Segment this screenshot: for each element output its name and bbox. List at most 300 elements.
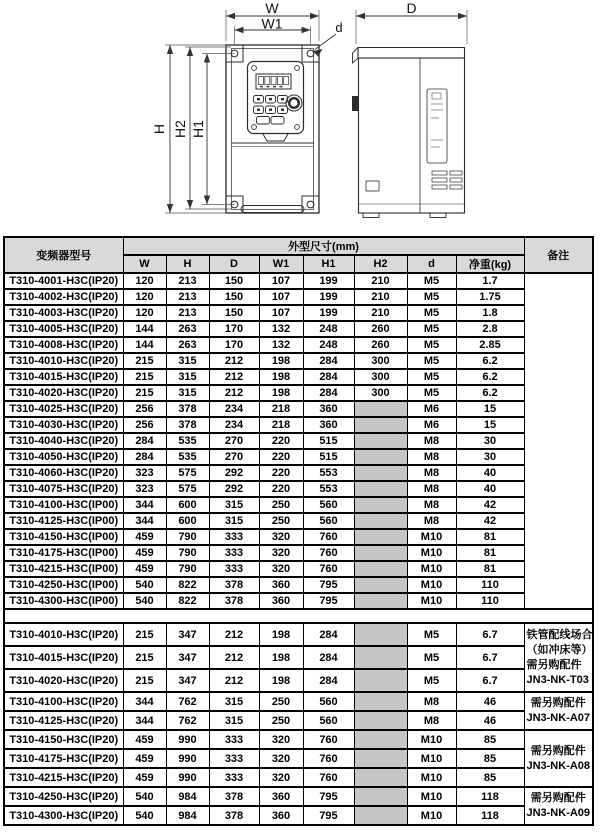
dim-cell: 762 [166, 711, 209, 730]
dim-cell: 212 [209, 646, 259, 669]
dim-cell: 344 [123, 513, 166, 529]
dim-cell: M8 [407, 711, 456, 730]
remark-line: 需另购配件 [530, 744, 586, 757]
model-cell: T310-4100-H3C(IP20) [4, 692, 123, 711]
dim-cell: 760 [303, 529, 354, 545]
table-row [4, 749, 593, 768]
dim-cell: 85 [456, 749, 524, 768]
dim-cell: M5 [407, 646, 456, 669]
dim-label-h: H [151, 123, 167, 135]
dim-cell: 320 [259, 545, 303, 561]
dim-cell: 40 [456, 465, 524, 481]
dim-cell: 30 [456, 449, 524, 465]
dim-cell: 300 [354, 369, 407, 385]
dim-cell: 378 [209, 577, 259, 593]
dim-cell: M5 [407, 369, 456, 385]
dim-cell [354, 401, 407, 417]
dim-cell: M10 [407, 577, 456, 593]
front-view-drawing [226, 45, 319, 213]
table-row [4, 646, 593, 669]
dim-cell: 760 [303, 545, 354, 561]
dim-cell: 360 [259, 787, 303, 806]
dim-cell: 320 [259, 768, 303, 787]
dim-cell: 760 [303, 749, 354, 768]
model-cell: T310-4015-H3C(IP20) [4, 646, 123, 669]
model-cell: T310-4215-H3C(IP00) [4, 561, 123, 577]
table-row [4, 433, 593, 449]
model-cell: T310-4010-H3C(IP20) [4, 353, 123, 369]
dim-cell: 284 [303, 353, 354, 369]
dim-cell: 270 [209, 433, 259, 449]
model-cell: T310-4125-H3C(IP20) [4, 711, 123, 730]
dim-cell: M6 [407, 417, 456, 433]
dim-cell: 553 [303, 481, 354, 497]
dim-cell: 347 [166, 623, 209, 646]
table-row [4, 545, 593, 561]
header-col-h2: H2 [354, 255, 407, 273]
dim-cell: 284 [303, 669, 354, 692]
dim-cell: 270 [209, 449, 259, 465]
dim-cell: M8 [407, 449, 456, 465]
dim-cell: 263 [166, 337, 209, 353]
dim-cell [354, 623, 407, 646]
dim-cell: 198 [259, 353, 303, 369]
dim-cell: M10 [407, 529, 456, 545]
model-cell: T310-4003-H3C(IP20) [4, 305, 123, 321]
dim-cell: 540 [123, 577, 166, 593]
dim-cell: M5 [407, 305, 456, 321]
model-cell: T310-4075-H3C(IP20) [4, 481, 123, 497]
dim-cell: 378 [166, 417, 209, 433]
dim-cell: 795 [303, 593, 354, 609]
dim-cell: 150 [209, 289, 259, 305]
dim-cell: 333 [209, 561, 259, 577]
dim-label-w: W [265, 0, 279, 16]
dim-cell: 199 [303, 289, 354, 305]
dim-cell: 220 [259, 481, 303, 497]
header-model: 变频器型号 [4, 237, 123, 273]
dim-cell: 210 [354, 305, 407, 321]
table-row [4, 692, 593, 711]
dim-cell [354, 481, 407, 497]
dim-cell: 333 [209, 730, 259, 749]
model-cell: T310-4300-H3C(IP20) [4, 806, 123, 825]
dim-cell: M10 [407, 787, 456, 806]
dim-cell: 250 [259, 497, 303, 513]
dim-cell: 795 [303, 577, 354, 593]
remark-cell [524, 273, 593, 609]
dim-label-d-hole: d [335, 20, 343, 35]
model-cell: T310-4150-H3C(IP20) [4, 730, 123, 749]
dim-cell: 990 [166, 768, 209, 787]
dim-cell: 1.8 [456, 305, 524, 321]
dim-cell: 110 [456, 593, 524, 609]
dim-cell: 234 [209, 401, 259, 417]
dim-cell: 250 [259, 711, 303, 730]
dim-label-h2: H2 [172, 120, 188, 138]
dim-cell: 333 [209, 749, 259, 768]
dim-cell: 218 [259, 417, 303, 433]
dim-cell: 284 [123, 449, 166, 465]
dim-cell: 459 [123, 529, 166, 545]
dim-cell: 210 [354, 273, 407, 289]
remark-line: 铁管配线场合 [526, 628, 593, 641]
table-row [4, 449, 593, 465]
dim-cell: 575 [166, 481, 209, 497]
dim-cell: 333 [209, 545, 259, 561]
dim-cell: 600 [166, 497, 209, 513]
dim-cell: 284 [303, 623, 354, 646]
dim-cell: 360 [303, 417, 354, 433]
dim-cell: 1.75 [456, 289, 524, 305]
dim-cell: M10 [407, 806, 456, 825]
dim-cell [354, 787, 407, 806]
dim-cell [354, 669, 407, 692]
dim-cell: M6 [407, 401, 456, 417]
dim-cell: 132 [259, 337, 303, 353]
dim-cell: 535 [166, 433, 209, 449]
header-col-d: D [209, 255, 259, 273]
table-row [4, 385, 593, 401]
header-dims-group: 外型尺寸(mm) [123, 237, 524, 255]
dim-cell: M8 [407, 692, 456, 711]
table-row [4, 369, 593, 385]
model-cell: T310-4250-H3C(IP00) [4, 577, 123, 593]
dim-cell: 560 [303, 513, 354, 529]
dim-cell: 6.2 [456, 385, 524, 401]
dim-cell: 790 [166, 545, 209, 561]
remark-cell [524, 787, 593, 825]
dim-cell: 248 [303, 321, 354, 337]
dim-cell: 315 [166, 353, 209, 369]
dim-cell: 199 [303, 305, 354, 321]
remark-cell [524, 730, 593, 787]
dim-cell [354, 711, 407, 730]
dim-cell: 990 [166, 749, 209, 768]
dim-cell: 220 [259, 449, 303, 465]
dim-cell: 118 [456, 787, 524, 806]
table-row [4, 593, 593, 609]
table-section-separator [4, 609, 593, 623]
dim-cell [354, 692, 407, 711]
dim-cell: 120 [123, 289, 166, 305]
dim-cell: M5 [407, 273, 456, 289]
dim-cell: 198 [259, 623, 303, 646]
table-section-standard [4, 273, 593, 609]
dim-cell: 360 [259, 577, 303, 593]
dim-cell: 170 [209, 337, 259, 353]
model-cell: T310-4060-H3C(IP20) [4, 465, 123, 481]
dim-cell: 198 [259, 385, 303, 401]
dim-cell: 284 [303, 385, 354, 401]
dim-cell: 198 [259, 669, 303, 692]
dim-cell [354, 497, 407, 513]
table-row [4, 465, 593, 481]
dim-cell: 215 [123, 369, 166, 385]
dimensions-spec-table [3, 236, 594, 826]
dim-cell: M5 [407, 669, 456, 692]
dim-cell [354, 465, 407, 481]
dim-cell: 85 [456, 768, 524, 787]
dim-cell: 347 [166, 646, 209, 669]
dim-cell: 292 [209, 465, 259, 481]
dim-label-h1: H1 [190, 120, 206, 138]
model-cell: T310-4020-H3C(IP20) [4, 385, 123, 401]
dim-cell: 378 [209, 806, 259, 825]
dim-cell: 6.7 [456, 669, 524, 692]
dim-cell: M10 [407, 545, 456, 561]
dim-cell [354, 449, 407, 465]
header-col-h1: H1 [303, 255, 354, 273]
dim-cell: M5 [407, 385, 456, 401]
table-row [4, 806, 593, 825]
separator-row [4, 609, 593, 623]
dim-cell: 198 [259, 369, 303, 385]
dim-cell [354, 593, 407, 609]
remark-line: JN3-NK-A09 [526, 807, 591, 819]
dim-cell: 575 [166, 465, 209, 481]
remark-line: （如冲床等） [526, 643, 593, 656]
keypad-panel [248, 62, 304, 134]
dim-cell: 6.2 [456, 353, 524, 369]
dim-cell: 46 [456, 711, 524, 730]
dim-cell: 459 [123, 545, 166, 561]
dim-cell: 212 [209, 385, 259, 401]
dim-cell: 250 [259, 513, 303, 529]
table-row [4, 730, 593, 749]
dim-cell: 822 [166, 593, 209, 609]
dim-cell: 218 [259, 401, 303, 417]
table-row [4, 561, 593, 577]
dim-cell: 120 [123, 273, 166, 289]
table-row [4, 768, 593, 787]
dim-cell [354, 749, 407, 768]
dim-cell: 284 [303, 646, 354, 669]
table-row [4, 401, 593, 417]
dim-cell: 81 [456, 561, 524, 577]
dim-cell: 459 [123, 561, 166, 577]
dim-cell: 333 [209, 768, 259, 787]
dim-cell [354, 646, 407, 669]
dim-cell: 6.7 [456, 623, 524, 646]
table-header [4, 237, 593, 273]
dim-cell [354, 529, 407, 545]
dim-cell: 315 [209, 513, 259, 529]
dim-cell: 990 [166, 730, 209, 749]
model-cell: T310-4030-H3C(IP20) [4, 417, 123, 433]
dim-cell: 215 [123, 385, 166, 401]
dim-cell [354, 417, 407, 433]
model-cell: T310-4050-H3C(IP20) [4, 449, 123, 465]
remark-line: 需另购配件 [530, 697, 586, 709]
side-label-sticker [427, 89, 447, 163]
dim-cell: 250 [259, 692, 303, 711]
dim-cell: 199 [303, 273, 354, 289]
dim-cell: 212 [209, 623, 259, 646]
dim-cell: 284 [303, 369, 354, 385]
dim-cell: 760 [303, 730, 354, 749]
header-col-h: H [166, 255, 209, 273]
remark-cell [524, 692, 593, 730]
remark-line: JN3-NK-A08 [526, 759, 591, 772]
dimension-drawing [0, 0, 600, 232]
model-cell: T310-4020-H3C(IP20) [4, 669, 123, 692]
dim-cell: 984 [166, 787, 209, 806]
dim-cell: 107 [259, 289, 303, 305]
dim-cell: 215 [123, 646, 166, 669]
dim-cell: 459 [123, 730, 166, 749]
front-view-dimensions [165, 10, 319, 213]
table-row [4, 321, 593, 337]
dim-cell: 344 [123, 692, 166, 711]
mounting-hole [307, 201, 314, 208]
dim-cell: 378 [209, 593, 259, 609]
dim-cell: 212 [209, 669, 259, 692]
keypad-button [257, 117, 270, 125]
dim-cell: 515 [303, 433, 354, 449]
dim-cell: 795 [303, 787, 354, 806]
dim-label-w1: W1 [261, 15, 283, 32]
model-cell: T310-4215-H3C(IP20) [4, 768, 123, 787]
dim-cell: M5 [407, 321, 456, 337]
dim-cell: 535 [166, 449, 209, 465]
dim-cell: M10 [407, 768, 456, 787]
dim-cell: 256 [123, 401, 166, 417]
dim-cell: 42 [456, 497, 524, 513]
dim-cell: 320 [259, 749, 303, 768]
dim-cell: 560 [303, 711, 354, 730]
dim-cell: 292 [209, 481, 259, 497]
dim-cell: M10 [407, 730, 456, 749]
header-col-dhole: d [407, 255, 456, 273]
dim-cell: 234 [209, 417, 259, 433]
dim-cell: 215 [123, 623, 166, 646]
dim-cell: M10 [407, 561, 456, 577]
dim-cell: 263 [166, 321, 209, 337]
dim-cell: 260 [354, 337, 407, 353]
remark-line: 需另购配件 [530, 792, 586, 804]
dim-cell: 2.85 [456, 337, 524, 353]
dim-cell: 822 [166, 577, 209, 593]
dim-cell: 248 [303, 337, 354, 353]
dim-cell: 760 [303, 561, 354, 577]
dim-cell: 170 [209, 321, 259, 337]
dim-cell: M8 [407, 465, 456, 481]
dim-cell: 213 [166, 289, 209, 305]
table-section-accessory [4, 623, 593, 825]
dim-cell: 323 [123, 481, 166, 497]
dim-cell: M5 [407, 337, 456, 353]
dim-cell: 360 [303, 401, 354, 417]
model-cell: T310-4150-H3C(IP00) [4, 529, 123, 545]
model-cell: T310-4002-H3C(IP20) [4, 289, 123, 305]
dim-cell: 560 [303, 497, 354, 513]
dim-cell: 150 [209, 273, 259, 289]
dim-cell: 81 [456, 529, 524, 545]
model-cell: T310-4005-H3C(IP20) [4, 321, 123, 337]
dim-cell [354, 513, 407, 529]
table-row [4, 787, 593, 806]
dim-cell: 118 [456, 806, 524, 825]
table-row [4, 711, 593, 730]
dim-cell: 132 [259, 321, 303, 337]
dim-cell: 256 [123, 417, 166, 433]
dim-cell: 15 [456, 401, 524, 417]
dim-cell [354, 730, 407, 749]
dim-cell: M10 [407, 749, 456, 768]
table-row [4, 497, 593, 513]
dim-cell: 6.2 [456, 369, 524, 385]
dim-cell: 30 [456, 433, 524, 449]
dim-cell [354, 433, 407, 449]
table-row [4, 353, 593, 369]
dim-cell: 284 [123, 433, 166, 449]
dim-cell: 560 [303, 692, 354, 711]
model-cell: T310-4008-H3C(IP20) [4, 337, 123, 353]
dim-cell: 459 [123, 749, 166, 768]
dim-cell: 540 [123, 787, 166, 806]
dim-cell: 333 [209, 529, 259, 545]
dim-cell: 144 [123, 337, 166, 353]
dim-cell: 760 [303, 768, 354, 787]
dim-cell: 984 [166, 806, 209, 825]
model-cell: T310-4001-H3C(IP20) [4, 273, 123, 289]
dim-cell: 15 [456, 417, 524, 433]
dim-cell: 144 [123, 321, 166, 337]
header-remark: 备注 [524, 237, 593, 273]
dim-cell: M5 [407, 623, 456, 646]
dim-cell: 2.8 [456, 321, 524, 337]
dim-cell: 215 [123, 353, 166, 369]
dim-cell: 515 [303, 449, 354, 465]
table-row [4, 289, 593, 305]
mounting-hole [307, 50, 314, 57]
remark-line: 需另购配件 [526, 658, 582, 671]
dim-cell: 762 [166, 692, 209, 711]
dim-cell: 320 [259, 561, 303, 577]
dim-cell: 795 [303, 806, 354, 825]
dim-cell: 315 [209, 711, 259, 730]
dim-cell: 553 [303, 465, 354, 481]
dim-cell: 220 [259, 465, 303, 481]
dim-cell: M10 [407, 593, 456, 609]
dim-cell: 6.7 [456, 646, 524, 669]
table-row [4, 273, 593, 289]
dim-cell: M8 [407, 481, 456, 497]
dim-cell: 378 [166, 401, 209, 417]
dim-cell: M5 [407, 289, 456, 305]
header-col-weight: 净重(kg) [456, 255, 524, 273]
model-cell: T310-4015-H3C(IP20) [4, 369, 123, 385]
dim-cell: 360 [259, 593, 303, 609]
dim-cell: 360 [259, 806, 303, 825]
model-cell: T310-4025-H3C(IP20) [4, 401, 123, 417]
dim-cell: 540 [123, 593, 166, 609]
dim-cell: 323 [123, 465, 166, 481]
dim-cell: M8 [407, 513, 456, 529]
dim-cell: 540 [123, 806, 166, 825]
dim-cell: 1.7 [456, 273, 524, 289]
separator-cell [4, 609, 593, 623]
dim-cell [354, 561, 407, 577]
remark-line: JN3-NK-T03 [526, 673, 589, 686]
dim-cell: M8 [407, 433, 456, 449]
keypad-button [271, 117, 284, 125]
dim-cell [354, 577, 407, 593]
dim-cell: 260 [354, 321, 407, 337]
remark-line: JN3-NK-A07 [526, 712, 591, 724]
model-cell: T310-4175-H3C(IP20) [4, 749, 123, 768]
